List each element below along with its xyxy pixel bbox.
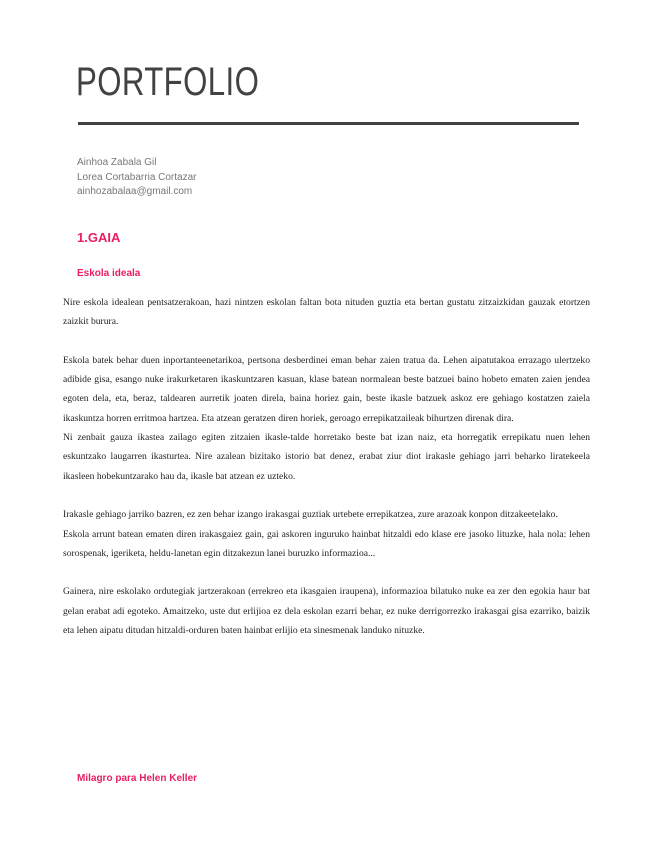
section-heading: 1.GAIA <box>77 230 121 245</box>
paragraph: Eskola arrunt batean ematen diren irakasgaiez gain, gai askoren inguruko hainbat hitzaldi edo klase ere jasoko lituzke, hala nola: lehen sorospenak, igeriketa, heldu-lanetan egin ditzakezun lanei buruzko informazioa... <box>63 528 590 559</box>
paragraph-spacer <box>63 332 590 351</box>
next-subsection-heading: Milagro para Helen Keller <box>77 773 198 784</box>
paragraph: Ni zenbait gauza ikastea zailago egiten zitzaien ikasle-talde horretako beste bat izan naiz, eta horregatik errepikatu nuen lehen eskuntzako laugarren ikasturtea. Nire azalean bizitako istorio bat denez, erabat ziur diot irakasle gehiago jarri beharko liratekeela ikasleen hobekuntzarako hau da, ikasle bat atzean ez uzteko. <box>63 432 590 482</box>
subsection-heading: Eskola ideala <box>77 268 141 279</box>
body-text <box>63 293 590 640</box>
paragraph-spacer <box>63 486 590 505</box>
paragraph: Gainera, nire eskolako ordutegiak jartzerakoan (errekreo eta ikasgaien iraupena), informazioa bilatuko nuke ea zer den egokia haur bat gelan erabat adi egoteko. Amaitzeko, uste dut erlijioa ez dela eskolan ezarri behar, ez nuke derrigorrezko irakasgai gisa ezarriko, baizik eta lehen aipatu ditudan hitzaldi-orduren baten hainbat erlijio eta sinesmenak landuko nituzke. <box>63 586 590 637</box>
author-email: ainhozabalaa@gmail.com <box>77 186 193 197</box>
author-block <box>77 156 197 200</box>
paragraph: Irakasle gehiago jarriko bazren, ez zen behar izango irakasgai guztiak urtebete errepikatzea, zure arazoak konpon ditzakeetelako. <box>63 509 558 521</box>
author-name-2: Lorea Cortabarria Cortazar <box>77 171 197 183</box>
title-divider <box>78 122 579 125</box>
paragraph: Eskola batek behar duen inportanteenetarikoa, pertsona desberdinei eman behar zaien tratua da. Lehen aipatutakoa errazago ulertzeko adibide gisa, esango nuke irakurketaren ikaskuntzaren kasuan, klase batean normalean beste batzuei baino hobeto ematen zaien jendea egoten dela, eta, beraz, taldearen aurretik joaten direla, baina horiez gain, beste ikasle batzuek askoz ere gehiago kostatzen zaiela ikaskuntza horren erritmoa hartzea. Eta atzean geratzen diren horiek, geroago errepikatzaileak bihurtzen direnak dira. <box>63 354 590 424</box>
paragraph-spacer <box>63 563 590 582</box>
author-name-1: Ainhoa Zabala Gil <box>77 157 157 168</box>
document-title: PORTFOLIO <box>76 60 260 104</box>
paragraph: Nire eskola idealean pentsatzerakoan, hazi nintzen eskolan faltan bota nituden guztia eta bertan gustatu zitzaizkidan gauzak etortzen zaizkit burura. <box>63 297 590 328</box>
